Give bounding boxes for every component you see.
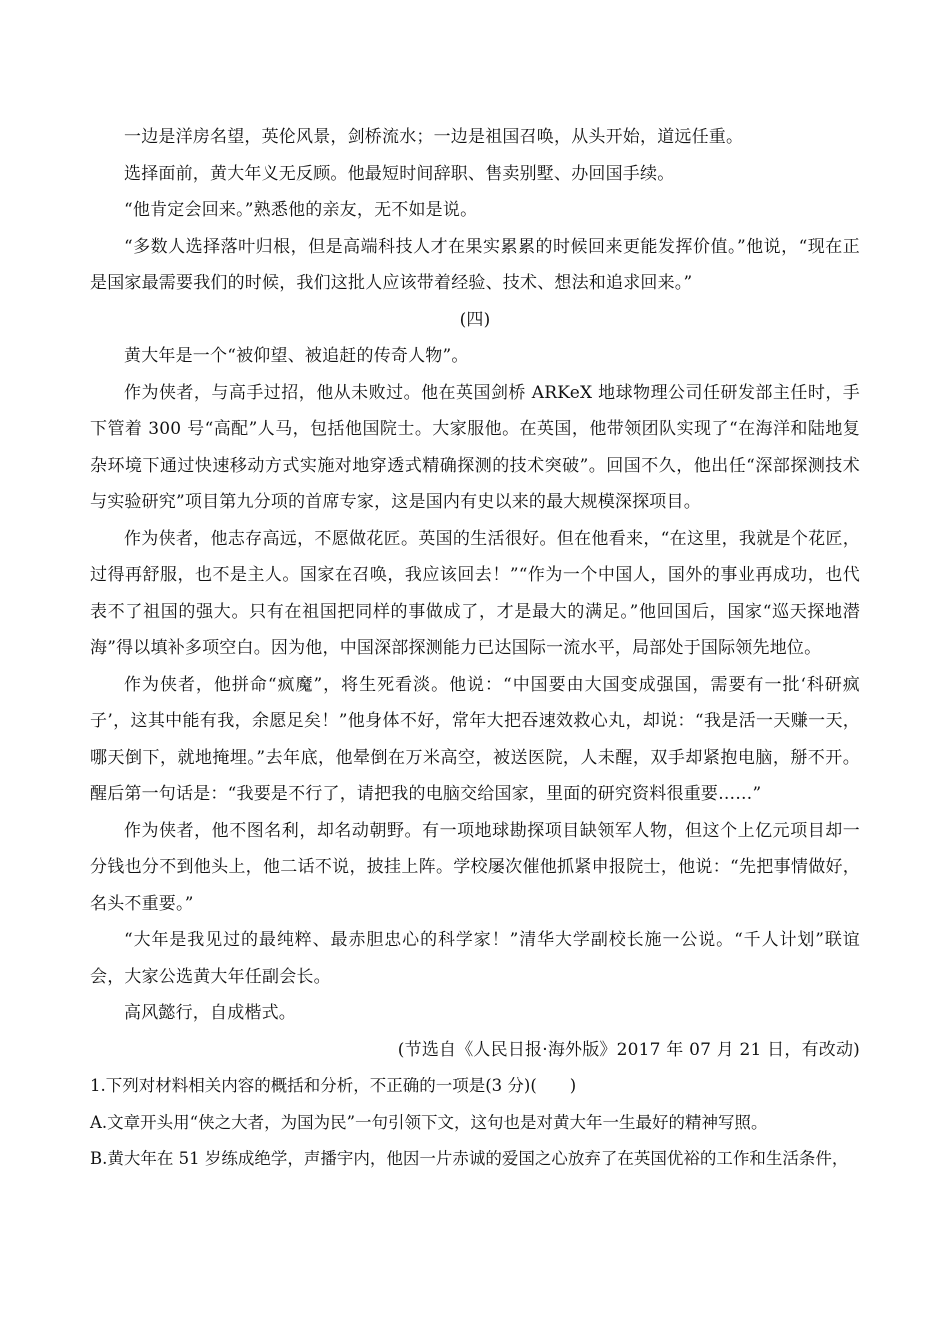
paragraph-section4-3: 作为侠者，他志存高远，不愿做花匠。英国的生活很好。但在他看来，“在这里，我就是个花匠，过得再舒服，也不是主人。国家在召唤，我应该回去！”“作为一个中国人，国外的事业再成功，也代表不了祖国的强大。只有在祖国把同样的事做成了，才是最大的满足。”他回国后，国家“巡天探地潜海”得以填补多项空白。因为他，中国深部探测能力已达国际一流水平，局部处于国际领先地位。 — [90, 528, 860, 658]
paragraph-section4-2: 作为侠者，与高手过招，他从未败过。他在英国剑桥 ARKeX 地球物理公司任研发部主任时，手下管着 300 号“高配”人马，包括他国院士。大家服他。在英国，他带领团队实现了“在海洋和陆地复杂环境下通过快速移动方式实施对地穿透式精确探测的技术突破”。回国不久，他出任“深部探测技术与实验研究”项目第九分项的首席专家，这是国内有史以来的最大规模深探项目。 — [90, 382, 860, 512]
paragraph-intro-2: 选择面前，黄大年义无反顾。他最短时间辞职、售卖别墅、办回国手续。 — [124, 163, 675, 184]
article-body — [90, 119, 860, 1178]
paragraph-intro-1: 一边是洋房名望，英伦风景，剑桥流水；一边是祖国召唤，从头开始，道远任重。 — [124, 127, 744, 147]
paragraph-section4-4: 作为侠者，他拼命“疯魔”，将生死看淡。他说：“中国要由大国变成强国，需要有一批‘科研疯子’，这其中能有我，余愿足矣！”他身体不好，常年大把吞速效救心丸，却说：“我是活一天赚一天，哪天倒下，就地掩埋。”去年底，他晕倒在万米高空，被送医院，人未醒，双手却紧抱电脑，掰不开。醒后第一句话是：“我要是不行了，请把我的电脑交给国家，里面的研究资料很重要……” — [90, 674, 860, 804]
question-stem: 1.下列对材料相关内容的概括和分析，不正确的一项是(3 分)( ) — [90, 1076, 577, 1095]
paragraph-section4-7: 高风懿行，自成楷式。 — [124, 1003, 296, 1023]
paragraph-section4-5: 作为侠者，他不图名利，却名动朝野。有一项地球勘探项目缺领军人物，但这个上亿元项目却一分钱也分不到他头上，他二话不说，披挂上阵。学校屡次催他抓紧申报院士，他说：“先把事情做好，名头不重要。” — [90, 820, 860, 914]
question-option-b: B.黄大年在 51 岁练成绝学，声播宇内，他因一片赤诚的爱国之心放弃了在英国优裕的工作和生活条件， — [90, 1149, 849, 1168]
paragraph-section4-1: 黄大年是一个“被仰望、被追赶的传奇人物”。 — [124, 346, 469, 366]
paragraph-intro-4: “多数人选择落叶归根，但是高端科技人才在果实累累的时候回来更能发挥价值。”他说，“现在正是国家最需要我们的时候，我们这批人应该带着经验、技术、想法和追求回来。” — [90, 236, 860, 293]
section-title: (四) — [459, 309, 491, 330]
paragraph-intro-3: “他肯定会回来。”熟悉他的亲友，无不如是说。 — [124, 200, 478, 220]
paragraph-section4-6: “大年是我见过的最纯粹、最赤胆忠心的科学家！”清华大学副校长施一公说。“千人计划”联谊会，大家公选黄大年任副会长。 — [90, 930, 860, 987]
source-note: (节选自《人民日报·海外版》2017 年 07 月 21 日，有改动) — [397, 1039, 860, 1060]
question-option-a: A.文章开头用“侠之大者，为国为民”一句引领下文，这句也是对黄大年一生最好的精神写照。 — [90, 1112, 768, 1132]
